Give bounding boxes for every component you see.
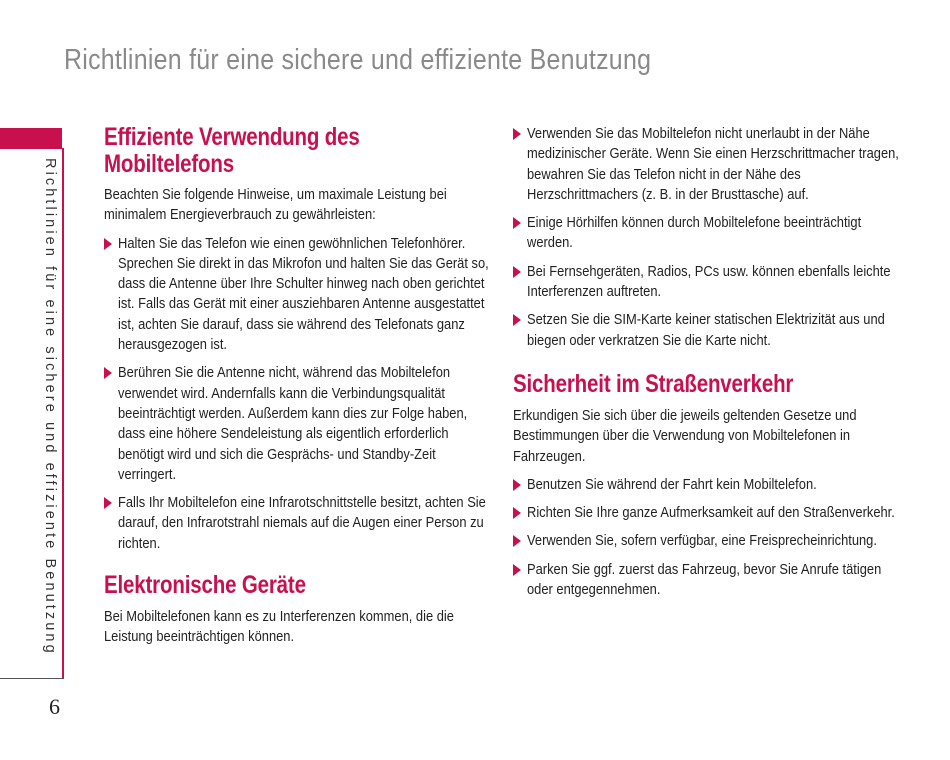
list-item xyxy=(513,560,903,601)
list-item-text: Verwenden Sie das Mobiltelefon nicht unerlaubt in der Nähe medizinischer Geräte. Wenn Sie einen Herzschrittmacher tragen, bewahren Sie das Telefon nicht in der Nähe des Herzschrittmachers (z. B. in der Brusttasche) auf. xyxy=(526,125,899,203)
bullet-list-efficient-use xyxy=(104,234,489,554)
bullet-arrow-icon xyxy=(513,314,521,326)
list-item xyxy=(513,475,903,495)
bullet-arrow-icon xyxy=(513,128,521,140)
list-item xyxy=(513,213,903,254)
sidebar-vertical-title: Richtlinien für eine sichere und effiziente Benutzung xyxy=(42,158,58,656)
list-item xyxy=(104,234,489,356)
list-item-text: Falls Ihr Mobiltelefon eine Infrarotschnittstelle besitzt, achten Sie darauf, den Infrarotstrahl niemals auf die Augen einer Person zu richten. xyxy=(117,494,486,552)
list-item-text: Einige Hörhilfen können durch Mobiltelefone beeinträchtigt werden. xyxy=(526,214,861,252)
bullet-list-electronic-devices xyxy=(513,124,903,351)
list-item xyxy=(513,262,903,303)
list-item xyxy=(513,310,903,351)
bullet-arrow-icon xyxy=(513,507,521,519)
list-item xyxy=(513,531,903,551)
list-item-text: Parken Sie ggf. zuerst das Fahrzeug, bevor Sie Anrufe tätigen oder entgegennehmen. xyxy=(526,560,881,599)
list-item xyxy=(513,503,903,523)
list-item-text: Verwenden Sie, sofern verfügbar, eine Freisprecheinrichtung. xyxy=(526,532,877,550)
section-intro-efficient-use: Beachten Sie folgende Hinweise, um maximale Leistung bei minimalem Energieverbrauch zu gewährleisten: xyxy=(104,186,447,224)
bullet-arrow-icon xyxy=(104,497,112,509)
list-item xyxy=(513,124,903,205)
section-intro-road-safety: Erkundigen Sie sich über die jeweils geltenden Gesetze und Bestimmungen über die Verwendung von Mobiltelefonen in Fahrzeugen. xyxy=(513,406,857,465)
page-header-title: Richtlinien für eine sichere und effiziente Benutzung xyxy=(64,44,652,76)
bullet-arrow-icon xyxy=(513,535,521,547)
left-column xyxy=(104,124,489,648)
page-number: 6 xyxy=(49,694,60,719)
list-item-text: Bei Fernsehgeräten, Radios, PCs usw. können ebenfalls leichte Interferenzen auftreten. xyxy=(526,262,891,301)
list-item-text: Berühren Sie die Antenne nicht, während das Mobiltelefon verwendet wird. Andernfalls kann die Verbindungsqualität beeinträchtigt werden. Außerdem kann dies zur Folge haben, dass eine höhere Sendeleistung als eigentlich erforderlich benötigt wird und sich die Gesprächs- und Standby-Zeit verringert. xyxy=(117,364,467,483)
list-item-text: Setzen Sie die SIM-Karte keiner statischen Elektrizität aus und biegen oder verkratzen Sie die Karte nicht. xyxy=(526,311,885,349)
sidebar-accent-line xyxy=(62,148,64,678)
bullet-list-road-safety xyxy=(513,475,903,600)
bullet-arrow-icon xyxy=(513,266,521,278)
section-intro-electronic-devices: Bei Mobiltelefonen kann es zu Interferenzen kommen, die die Leistung beeinträchtigen können. xyxy=(104,608,454,646)
bullet-arrow-icon xyxy=(513,479,521,491)
bullet-arrow-icon xyxy=(513,217,521,229)
list-item-text: Halten Sie das Telefon wie einen gewöhnlichen Telefonhörer. Sprechen Sie direkt in das Mikrofon und halten Sie das Gerät so, dass die Antenne über Ihre Schulter hinweg nach oben gerichtet ist. Falls das Gerät mit einer ausziehbaren Antenne ausgestattet ist, achten Sie darauf, dass sie während des Telefonats ganz herausgezogen ist. xyxy=(117,234,489,354)
section-heading-efficient-use: Effiziente Verwendung des Mobiltelefons xyxy=(104,123,360,178)
list-item xyxy=(104,493,489,554)
bullet-arrow-icon xyxy=(104,367,112,379)
list-item xyxy=(104,363,489,485)
list-item-text: Benutzen Sie während der Fahrt kein Mobiltelefon. xyxy=(526,475,817,493)
bullet-arrow-icon xyxy=(513,564,521,576)
section-heading-electronic-devices: Elektronische Geräte xyxy=(104,571,306,600)
section-heading-road-safety: Sicherheit im Straßenverkehr xyxy=(513,369,794,398)
sidebar-accent-tab xyxy=(0,128,62,149)
list-item-text: Richten Sie Ihre ganze Aufmerksamkeit auf den Straßenverkehr. xyxy=(526,504,895,522)
footer-divider xyxy=(0,678,64,679)
right-column xyxy=(513,124,903,600)
bullet-arrow-icon xyxy=(104,238,112,250)
